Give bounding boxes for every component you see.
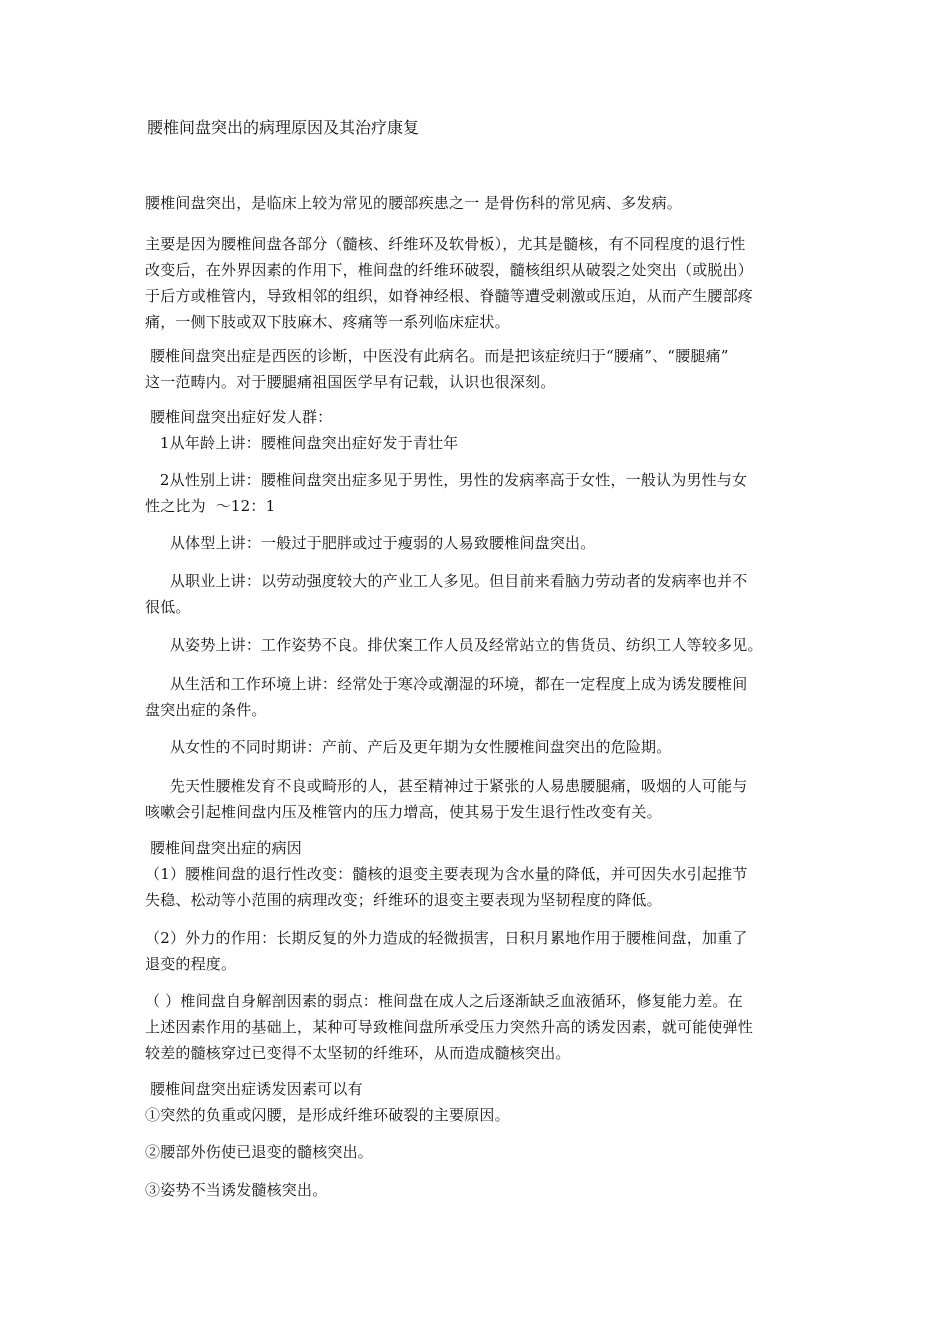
paragraph-body-type xyxy=(145,530,813,556)
paragraph-congenital xyxy=(145,773,813,825)
paragraph-line: 从姿势上讲：工作姿势不良。排伏案工作人员及经常站立的售货员、纺织工人等较多见。 xyxy=(145,636,763,654)
paragraph-etiology xyxy=(145,835,813,913)
paragraph-occupation xyxy=(145,568,813,620)
paragraph-line: 腰椎间盘突出，是临床上较为常见的腰部疾患之一 是骨伤科的常见病、多发病。 xyxy=(145,194,682,212)
paragraph-line: 很低。 xyxy=(145,598,191,616)
paragraph-triggers xyxy=(145,1076,813,1128)
paragraph-line: 痛，一侧下肢或双下肢麻木、疼痛等一系列临床症状。 xyxy=(145,313,510,331)
paragraph-line: 上述因素作用的基础上，某种可导致椎间盘所承受压力突然升高的诱发因素，就可能使弹性 xyxy=(145,1018,754,1036)
paragraph-posture xyxy=(145,632,813,658)
paragraph-line: 于后方或椎管内，导致相邻的组织，如脊神经根、脊髓等遭受刺激或压迫，从而产生腰部疼 xyxy=(145,287,754,305)
paragraph-line: 失稳、松动等小范围的病理改变；纤维环的退变主要表现为坚韧程度的降低。 xyxy=(145,891,662,909)
document-title: 腰椎间盘突出的病理原因及其治疗康复 xyxy=(147,118,420,137)
paragraph-line: 从生活和工作环境上讲：经常处于寒冷或潮湿的环境，都在一定程度上成为诱发腰椎间 xyxy=(145,675,748,693)
paragraph-anatomy xyxy=(145,988,813,1066)
paragraph-line: 性之比为 ～12：1 xyxy=(145,497,276,515)
paragraph-line: （2）外力的作用：长期反复的外力造成的轻微损害，日积月累地作用于腰椎间盘，加重了 xyxy=(145,929,748,947)
paragraph-trigger-3 xyxy=(145,1177,813,1203)
paragraph-trigger-2 xyxy=(145,1139,813,1165)
paragraph-environment xyxy=(145,671,813,723)
paragraph-intro xyxy=(145,190,813,216)
paragraph-line: 主要是因为腰椎间盘各部分（髓核、纤维环及软骨板），尤其是髓核，有不同程度的退行性 xyxy=(145,235,746,253)
paragraph-line: 咳嗽会引起椎间盘内压及椎管内的压力增高，使其易于发生退行性改变有关。 xyxy=(145,803,662,821)
paragraph-line: 改变后，在外界因素的作用下，椎间盘的纤维环破裂，髓核组织从破裂之处突出（或脱出） xyxy=(145,261,754,279)
paragraph-line: （ ）椎间盘自身解剖因素的弱点：椎间盘在成人之后逐渐缺乏血液循环，修复能力差。在 xyxy=(145,992,743,1010)
paragraph-line: 从职业上讲：以劳动强度较大的产业工人多见。但目前来看脑力劳动者的发病率也并不 xyxy=(145,572,748,590)
paragraph-line: 这一范畴内。对于腰腿痛祖国医学早有记载，认识也很深刻。 xyxy=(145,373,556,391)
paragraph-external-force xyxy=(145,925,813,977)
paragraph-cause xyxy=(145,231,813,335)
paragraph-female-periods xyxy=(145,734,813,760)
section-heading: 腰椎间盘突出症诱发因素可以有 xyxy=(145,1080,363,1098)
paragraph-line: 1从年龄上讲：腰椎间盘突出症好发于青壮年 xyxy=(145,434,459,452)
paragraph-tcm xyxy=(145,343,813,395)
paragraph-line: 先天性腰椎发育不良或畸形的人，甚至精神过于紧张的人易患腰腿痛，吸烟的人可能与 xyxy=(145,777,748,795)
paragraph-gender xyxy=(145,467,813,519)
paragraph-line: 腰椎间盘突出症是西医的诊断，中医没有此病名。而是把该症统归于“腰痛”、“腰腿痛” xyxy=(145,347,729,365)
paragraph-line: 退变的程度。 xyxy=(145,955,237,973)
paragraph-line: 从女性的不同时期讲：产前、产后及更年期为女性腰椎间盘突出的危险期。 xyxy=(145,738,672,756)
paragraph-line: （1）腰椎间盘的退行性改变：髓核的退变主要表现为含水量的降低，并可因失水引起推节 xyxy=(145,865,748,883)
paragraph-line: ③姿势不当诱发髓核突出。 xyxy=(145,1181,328,1199)
paragraph-line: ①突然的负重或闪腰，是形成纤维环破裂的主要原因。 xyxy=(145,1106,510,1124)
paragraph-line: 2从性别上讲：腰椎间盘突出症多见于男性，男性的发病率高于女性，一般认为男性与女 xyxy=(145,471,748,489)
paragraph-risk-groups xyxy=(145,404,813,456)
section-heading: 腰椎间盘突出症好发人群： xyxy=(145,408,333,426)
paragraph-line: 较差的髓核穿过已变得不太坚韧的纤维环，从而造成髓核突出。 xyxy=(145,1044,571,1062)
paragraph-line: 从体型上讲：一般过于肥胖或过于瘦弱的人易致腰椎间盘突出。 xyxy=(145,534,596,552)
section-heading: 腰椎间盘突出症的病因 xyxy=(145,839,302,857)
paragraph-line: 盘突出症的条件。 xyxy=(145,701,267,719)
paragraph-line: ②腰部外伤使已退变的髓核突出。 xyxy=(145,1143,374,1161)
